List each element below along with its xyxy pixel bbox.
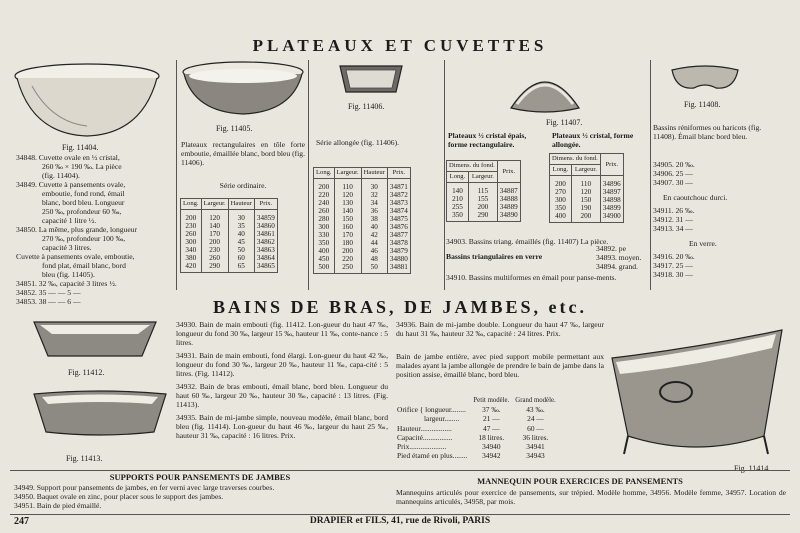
- support-title: SUPPORTS POUR PANSEMENTS DE JAMBES: [109, 472, 291, 482]
- list-item: emboutie, fond rond, émail: [42, 189, 125, 198]
- table-cell: 65: [228, 262, 254, 270]
- table-cell: 38: [361, 215, 387, 223]
- table-cell: 37 ‰.: [482, 405, 501, 415]
- table-cell: 35: [228, 222, 254, 230]
- column-header: Largeur.: [571, 165, 600, 176]
- column-header: Prix.: [600, 154, 623, 176]
- table-cell: 330: [314, 231, 335, 239]
- table-cell: 140: [201, 222, 228, 230]
- table-cell: 420: [181, 262, 202, 270]
- table-cell: 400: [314, 247, 335, 255]
- table-cell: 150: [571, 196, 600, 204]
- kidney-basin-illustration: [668, 60, 742, 94]
- figure-caption: Fig. 11414.: [734, 464, 771, 473]
- list-item: (fig. 11404).: [42, 171, 80, 180]
- table-cell: 220: [314, 191, 335, 199]
- mannequin-text: Mannequins articulés pour exercice de pansements, sur trépied. Modèle homme, 34956. Modèle femme, 34957. Location de mannequins articulés, 34958, par mois.: [396, 488, 786, 506]
- table-cell: [361, 271, 387, 274]
- table-cell: 120: [334, 191, 361, 199]
- table-cell: [550, 220, 572, 223]
- table-cell: 200: [181, 210, 202, 223]
- list-item: 34916. 20 ‰.: [653, 252, 695, 261]
- table-cell: 230: [181, 222, 202, 230]
- table-cell: 34880: [387, 255, 410, 263]
- table-cell: 340: [181, 246, 202, 254]
- table-cell: 34863: [254, 246, 277, 254]
- table-cell: 34861: [254, 230, 277, 238]
- table-row: [314, 179, 411, 192]
- table-cell: 24 —: [527, 414, 544, 424]
- list-item: 34935. Bain de mi-jambe simple, nouveau modèle, émail blanc, bord bleu (fig. 11414). Lon-gueur du haut 46 ‰, largeur du haut 25 ‰, hauteur 31 ‰, capacité : 16 litres. Prix.: [176, 413, 388, 440]
- table-cell: 34898: [600, 196, 623, 204]
- table-cell: 260: [201, 254, 228, 262]
- column-rule: [444, 60, 445, 290]
- figure-caption: Fig. 11408.: [684, 100, 721, 109]
- table-cell: 34941: [526, 442, 545, 452]
- table-cell: 34872: [387, 191, 410, 199]
- table-cell: 200: [550, 176, 572, 189]
- table-cell: [387, 271, 410, 274]
- table-cell: 48: [361, 255, 387, 263]
- list-item: 34905. 20 ‰.: [653, 160, 695, 169]
- list-item: 34949. Support pour pansements de jambes, en fer verni avec large traverses courbes.: [14, 483, 275, 492]
- column-rule: [176, 60, 177, 290]
- table-cell: 255: [447, 203, 469, 211]
- table-row: [550, 188, 624, 196]
- table-ordinary: [180, 198, 278, 273]
- column-header: Grand modèle.: [515, 397, 556, 404]
- table-cell: 34900: [600, 212, 623, 220]
- list-item: 34851. 32 ‰, capacité 3 litres ½.: [16, 279, 117, 288]
- table-cell: 120: [571, 188, 600, 196]
- column-rule: [308, 60, 309, 290]
- table-cell: 43 ‰.: [526, 405, 545, 415]
- table-row: [314, 191, 411, 199]
- bain-jambe-entiere: Bain de jambe entière, avec pied support mobile permettant aux malades ayant la jambe allongée de prendre le bain de jambe dans la position assise, émaillé blanc, bord bleu.: [396, 352, 604, 379]
- table-cell: 230: [201, 246, 228, 254]
- table-cell: 110: [334, 179, 361, 192]
- table-cell: 34: [361, 199, 387, 207]
- table-cell: 290: [201, 262, 228, 270]
- sub-heading: En verre.: [689, 239, 717, 248]
- list-item: 34892. pe: [596, 244, 626, 253]
- table-cell: 190: [571, 204, 600, 212]
- table-cell: 260: [181, 230, 202, 238]
- table-cell: 34943: [526, 451, 545, 461]
- table-row: [550, 204, 624, 212]
- list-item: 34894. grand.: [596, 262, 638, 271]
- list-item: 34849. Cuvette à pansements ovale,: [16, 180, 126, 189]
- table-cell: 110: [571, 176, 600, 189]
- plateaux-cristal-title: Plateaux ½ cristal épais, forme rectangulaire.: [448, 131, 527, 149]
- list-item: 34907. 30 —: [653, 178, 693, 187]
- table-cell: 34864: [254, 254, 277, 262]
- table-cell: 34875: [387, 215, 410, 223]
- tray-illustration: [336, 58, 406, 98]
- table-row: [550, 176, 624, 189]
- table-row: [314, 239, 411, 247]
- plateaux-cristal-title: Plateaux ½ cristal, forme allongée.: [552, 131, 634, 149]
- table-cell: 50: [228, 246, 254, 254]
- table-cell: 220: [334, 255, 361, 263]
- column-header: Largeur.: [334, 168, 361, 179]
- table-cell: 34889: [497, 203, 520, 211]
- list-item: bleu (fig. 11405).: [42, 270, 95, 279]
- table-cell: Pied étamé en plus........: [397, 451, 468, 461]
- table-cell: 32: [361, 191, 387, 199]
- table-row: [181, 230, 278, 238]
- table-row: [181, 262, 278, 270]
- table-cell: 34887: [497, 183, 520, 196]
- list-item: capacité 3 litres.: [42, 243, 92, 252]
- table-cell: Prix....................: [397, 442, 447, 452]
- list-item: 34917. 25 —: [653, 261, 693, 270]
- table-row: [447, 195, 521, 203]
- table-cell: 60: [228, 254, 254, 262]
- page-number: 247: [14, 516, 29, 527]
- list-item: 34893. moyen.: [596, 253, 642, 262]
- table-cell: Capacité................: [397, 432, 453, 442]
- table-cell: 300: [181, 238, 202, 246]
- table-cell: 34899: [600, 204, 623, 212]
- table-cell: 50: [361, 263, 387, 271]
- table-cell: 250: [334, 263, 361, 271]
- table-cell: 140: [334, 207, 361, 215]
- bassins-verre-label: Bassins triangulaires en verre: [446, 252, 543, 261]
- column-header: Long.: [550, 165, 572, 176]
- table-cell: 34890: [497, 211, 520, 219]
- table-cristal-rect: [446, 160, 521, 222]
- column-header: Long.: [181, 199, 202, 210]
- table-row: [314, 223, 411, 231]
- table-cell: 34879: [387, 247, 410, 255]
- table-cell: [571, 220, 600, 223]
- table-cell: 34888: [497, 195, 520, 203]
- list-item: 34848. Cuvette ovale en ½ cristal,: [16, 153, 120, 162]
- table-cell: 34878: [387, 239, 410, 247]
- table-row: [181, 238, 278, 246]
- table-row: [314, 247, 411, 255]
- column-header: Hauteur: [361, 168, 387, 179]
- table-cell: 155: [468, 195, 497, 203]
- reniform-description: Bassins réniformes ou haricots (fig. 11408). Émail blanc bord bleu.: [653, 123, 762, 141]
- bassins-triangulaires-line: 34903. Bassins triang. émaillés (fig. 11407) La pièce.: [446, 237, 609, 246]
- mannequin-title: MANNEQUIN POUR EXERCICES DE PANSEMENTS: [477, 476, 683, 486]
- table-cell: 200: [314, 179, 335, 192]
- table-cell: 30: [361, 179, 387, 192]
- table-cell: 36 litres.: [522, 432, 549, 442]
- table-cell: 500: [314, 263, 335, 271]
- section-title-bains: BAINS DE BRAS, DE JAMBES, etc.: [212, 297, 588, 317]
- table-row: [447, 203, 521, 211]
- bains-list: [176, 320, 388, 440]
- table-cell: [254, 270, 277, 273]
- list-item: 34930. Bain de main embouti (fig. 11412. Lon-gueur du haut 47 ‰, longueur du fond 30 ‰, largeur 15 ‰, hauteur 11 ‰, conte-nance : 5 litres.: [176, 320, 388, 347]
- table-cell: 60 —: [527, 423, 544, 433]
- table-cell: 34940: [482, 442, 501, 452]
- table-cell: 42: [361, 231, 387, 239]
- table-row: [314, 231, 411, 239]
- list-item: 270 ‰, profondeur 100 ‰,: [42, 234, 126, 243]
- column-header: Prix.: [254, 199, 277, 210]
- plateaux-description: Plateaux rectangulaires en tôle forte emboutie, émaillée blanc, bord bleu (fig. 11406).: [181, 140, 305, 167]
- table-cell: [600, 220, 623, 223]
- list-item: 34950. Baquet ovale en zinc, pour placer sous le support des jambes.: [14, 492, 224, 501]
- leg-bath-illustration: [606, 318, 786, 460]
- list-item: 34853. 38 — — 6 —: [16, 297, 81, 306]
- table-cell: 350: [314, 239, 335, 247]
- hand-bath-illustration: [30, 314, 160, 364]
- table-cell: Hauteur.................: [397, 423, 452, 433]
- support-list: [14, 483, 394, 510]
- list-item: 34911. 26 ‰.: [653, 206, 695, 215]
- table-row: [314, 199, 411, 207]
- table-cell: largeur........: [424, 414, 460, 424]
- table-row: [181, 210, 278, 223]
- reniform-list: [653, 160, 727, 279]
- table-cell: 130: [334, 199, 361, 207]
- table-row: [181, 254, 278, 262]
- section-title-plateaux: PLATEAUX ET CUVETTES: [252, 36, 548, 55]
- table-row: [550, 212, 624, 220]
- table-cell: [314, 271, 335, 274]
- list-item: 34918. 30 —: [653, 270, 693, 279]
- figure-caption: Fig. 11413.: [66, 454, 103, 463]
- figure-caption: Fig. 11406.: [348, 102, 385, 111]
- table-cell: 30: [228, 210, 254, 223]
- column-header: Prix.: [387, 168, 410, 179]
- publisher-footer: DRAPIER et FILS, 41, rue de Rivoli, PARIS: [309, 516, 491, 526]
- table-cell: 240: [314, 199, 335, 207]
- table-row: [181, 222, 278, 230]
- table-row: [181, 246, 278, 254]
- table-cell: 34859: [254, 210, 277, 223]
- figure-caption: Fig. 11407.: [546, 118, 583, 127]
- column-header: Long.: [314, 168, 335, 179]
- table-cristal-long: [549, 153, 624, 223]
- table-cell: [228, 270, 254, 273]
- bain-mi-jambe-double: 34936. Bain de mi-jambe double. Longueur du haut 47 ‰, largeur du haut 31 ‰, hauteur 32 ‰, capacité : 24 litres. Prix.: [396, 320, 604, 338]
- table-cell: 34865: [254, 262, 277, 270]
- list-item: fond plat, émail blanc, bord: [42, 261, 126, 270]
- table-row: [314, 263, 411, 271]
- table-cell: [497, 219, 520, 222]
- triangular-basin-illustration: [505, 60, 585, 116]
- table-cell: 21 —: [483, 414, 500, 424]
- table-cell: 45: [228, 238, 254, 246]
- table-cell: [181, 270, 202, 273]
- divider: [10, 470, 790, 471]
- list-item: 34906. 25 —: [653, 169, 693, 178]
- table-cell: 140: [447, 183, 469, 196]
- table-cell: 34881: [387, 263, 410, 271]
- arm-bath-illustration: [30, 388, 170, 440]
- list-item: 34850. La même, plus grande, longueur: [16, 225, 138, 234]
- table-cell: [468, 219, 497, 222]
- table-cell: 300: [550, 196, 572, 204]
- column-header: Long.: [447, 172, 469, 183]
- divider: [10, 514, 790, 515]
- table-cell: 34876: [387, 223, 410, 231]
- figure-caption: Fig. 11412.: [68, 368, 105, 377]
- table-cell: 120: [201, 210, 228, 223]
- table-cell: [334, 271, 361, 274]
- list-item: 250 ‰, profondeur 60 ‰,: [42, 207, 122, 216]
- column-header: Hauteur: [228, 199, 254, 210]
- series-label: Série ordinaire.: [219, 181, 267, 190]
- table-cell: 34860: [254, 222, 277, 230]
- list-item: capacité 1 litre ½.: [42, 216, 97, 225]
- table-row: [314, 207, 411, 215]
- table-cell: 44: [361, 239, 387, 247]
- list-item: 34912. 31 —: [653, 215, 693, 224]
- table-cell: 450: [314, 255, 335, 263]
- table-cell: 200: [571, 212, 600, 220]
- column-header: Largeur.: [468, 172, 497, 183]
- bassins-multiformes-line: 34910. Bassins multiformes en émail pour panse-ments.: [446, 273, 617, 282]
- table-cell: 47 —: [483, 423, 500, 433]
- table-cell: 380: [181, 254, 202, 262]
- table-row: [314, 255, 411, 263]
- table-row: [447, 183, 521, 196]
- list-item: blanc, bord bleu. Longueur: [42, 198, 125, 207]
- table-cell: [201, 270, 228, 273]
- table-cell: 350: [447, 211, 469, 219]
- table-cell: 34897: [600, 188, 623, 196]
- table-cell: 36: [361, 207, 387, 215]
- spec-table: [394, 396, 559, 460]
- list-item: 34931. Bain de main embouti, fond élargi. Lon-gueur du haut 42 ‰, longueur du fond 30 ‰, largeur 20 ‰, hauteur 11 ‰, capa-cité : 5 litres. (Fig. 11412).: [176, 351, 388, 378]
- column-rule: [650, 60, 651, 290]
- table-cell: 210: [447, 195, 469, 203]
- table-cell: 170: [334, 231, 361, 239]
- list-item: Cuvette à pansements ovale, emboutie,: [16, 252, 135, 261]
- column-header: Dimens. du fond.: [447, 161, 498, 172]
- table-row: [447, 211, 521, 219]
- table-cell: 200: [334, 247, 361, 255]
- table-cell: 40: [361, 223, 387, 231]
- table-cell: 34877: [387, 231, 410, 239]
- cuvette-list: [16, 153, 174, 306]
- sub-heading: En caoutchouc durci.: [663, 193, 728, 202]
- table-cell: 150: [334, 215, 361, 223]
- series-label: Série allongée (fig. 11406).: [316, 138, 400, 147]
- list-item: 34913. 34 —: [653, 224, 693, 233]
- column-header: Largeur.: [201, 199, 228, 210]
- table-cell: 115: [468, 183, 497, 196]
- table-cell: 34896: [600, 176, 623, 189]
- table-cell: 350: [550, 204, 572, 212]
- table-elongated: [313, 167, 411, 274]
- table-cell: 260: [314, 207, 335, 215]
- column-header: Prix.: [497, 161, 520, 183]
- table-cell: 200: [201, 238, 228, 246]
- table-cell: 34942: [482, 451, 501, 461]
- table-cell: 46: [361, 247, 387, 255]
- column-header: Dimens. du fond.: [550, 154, 601, 165]
- table-cell: 18 litres.: [478, 432, 505, 442]
- figure-caption: Fig. 11404.: [62, 143, 99, 152]
- table-cell: 300: [314, 223, 335, 231]
- table-cell: 34871: [387, 179, 410, 192]
- table-cell: 280: [314, 215, 335, 223]
- table-cell: Orifice { longueur........: [397, 405, 466, 415]
- table-cell: 290: [468, 211, 497, 219]
- table-cell: 170: [201, 230, 228, 238]
- table-row: [550, 196, 624, 204]
- list-item: 34951. Bain de pied émaillé.: [14, 501, 102, 510]
- figure-caption: Fig. 11405.: [216, 124, 253, 133]
- table-cell: [447, 219, 469, 222]
- table-cell: 40: [228, 230, 254, 238]
- table-cell: 34873: [387, 199, 410, 207]
- list-item: 34932. Bain de bras embouti, émail blanc, bord bleu. Longueur du haut 60 ‰, largeur 20 ‰, hauteur 30 ‰, capacité : 13 litres. (Fig. 11413).: [176, 382, 388, 409]
- table-row: [314, 215, 411, 223]
- table-cell: 180: [334, 239, 361, 247]
- table-cell: 34862: [254, 238, 277, 246]
- table-cell: 200: [468, 203, 497, 211]
- basin-illustration: [180, 60, 306, 120]
- oval-bowl-illustration: [12, 62, 162, 140]
- list-item: 34852. 35 — — 5 —: [16, 288, 81, 297]
- table-cell: 34874: [387, 207, 410, 215]
- table-cell: 160: [334, 223, 361, 231]
- table-cell: 270: [550, 188, 572, 196]
- column-header: Petit modèle.: [473, 397, 510, 404]
- table-cell: 400: [550, 212, 572, 220]
- list-item: 260 ‰ × 190 ‰. La pièce: [42, 162, 122, 171]
